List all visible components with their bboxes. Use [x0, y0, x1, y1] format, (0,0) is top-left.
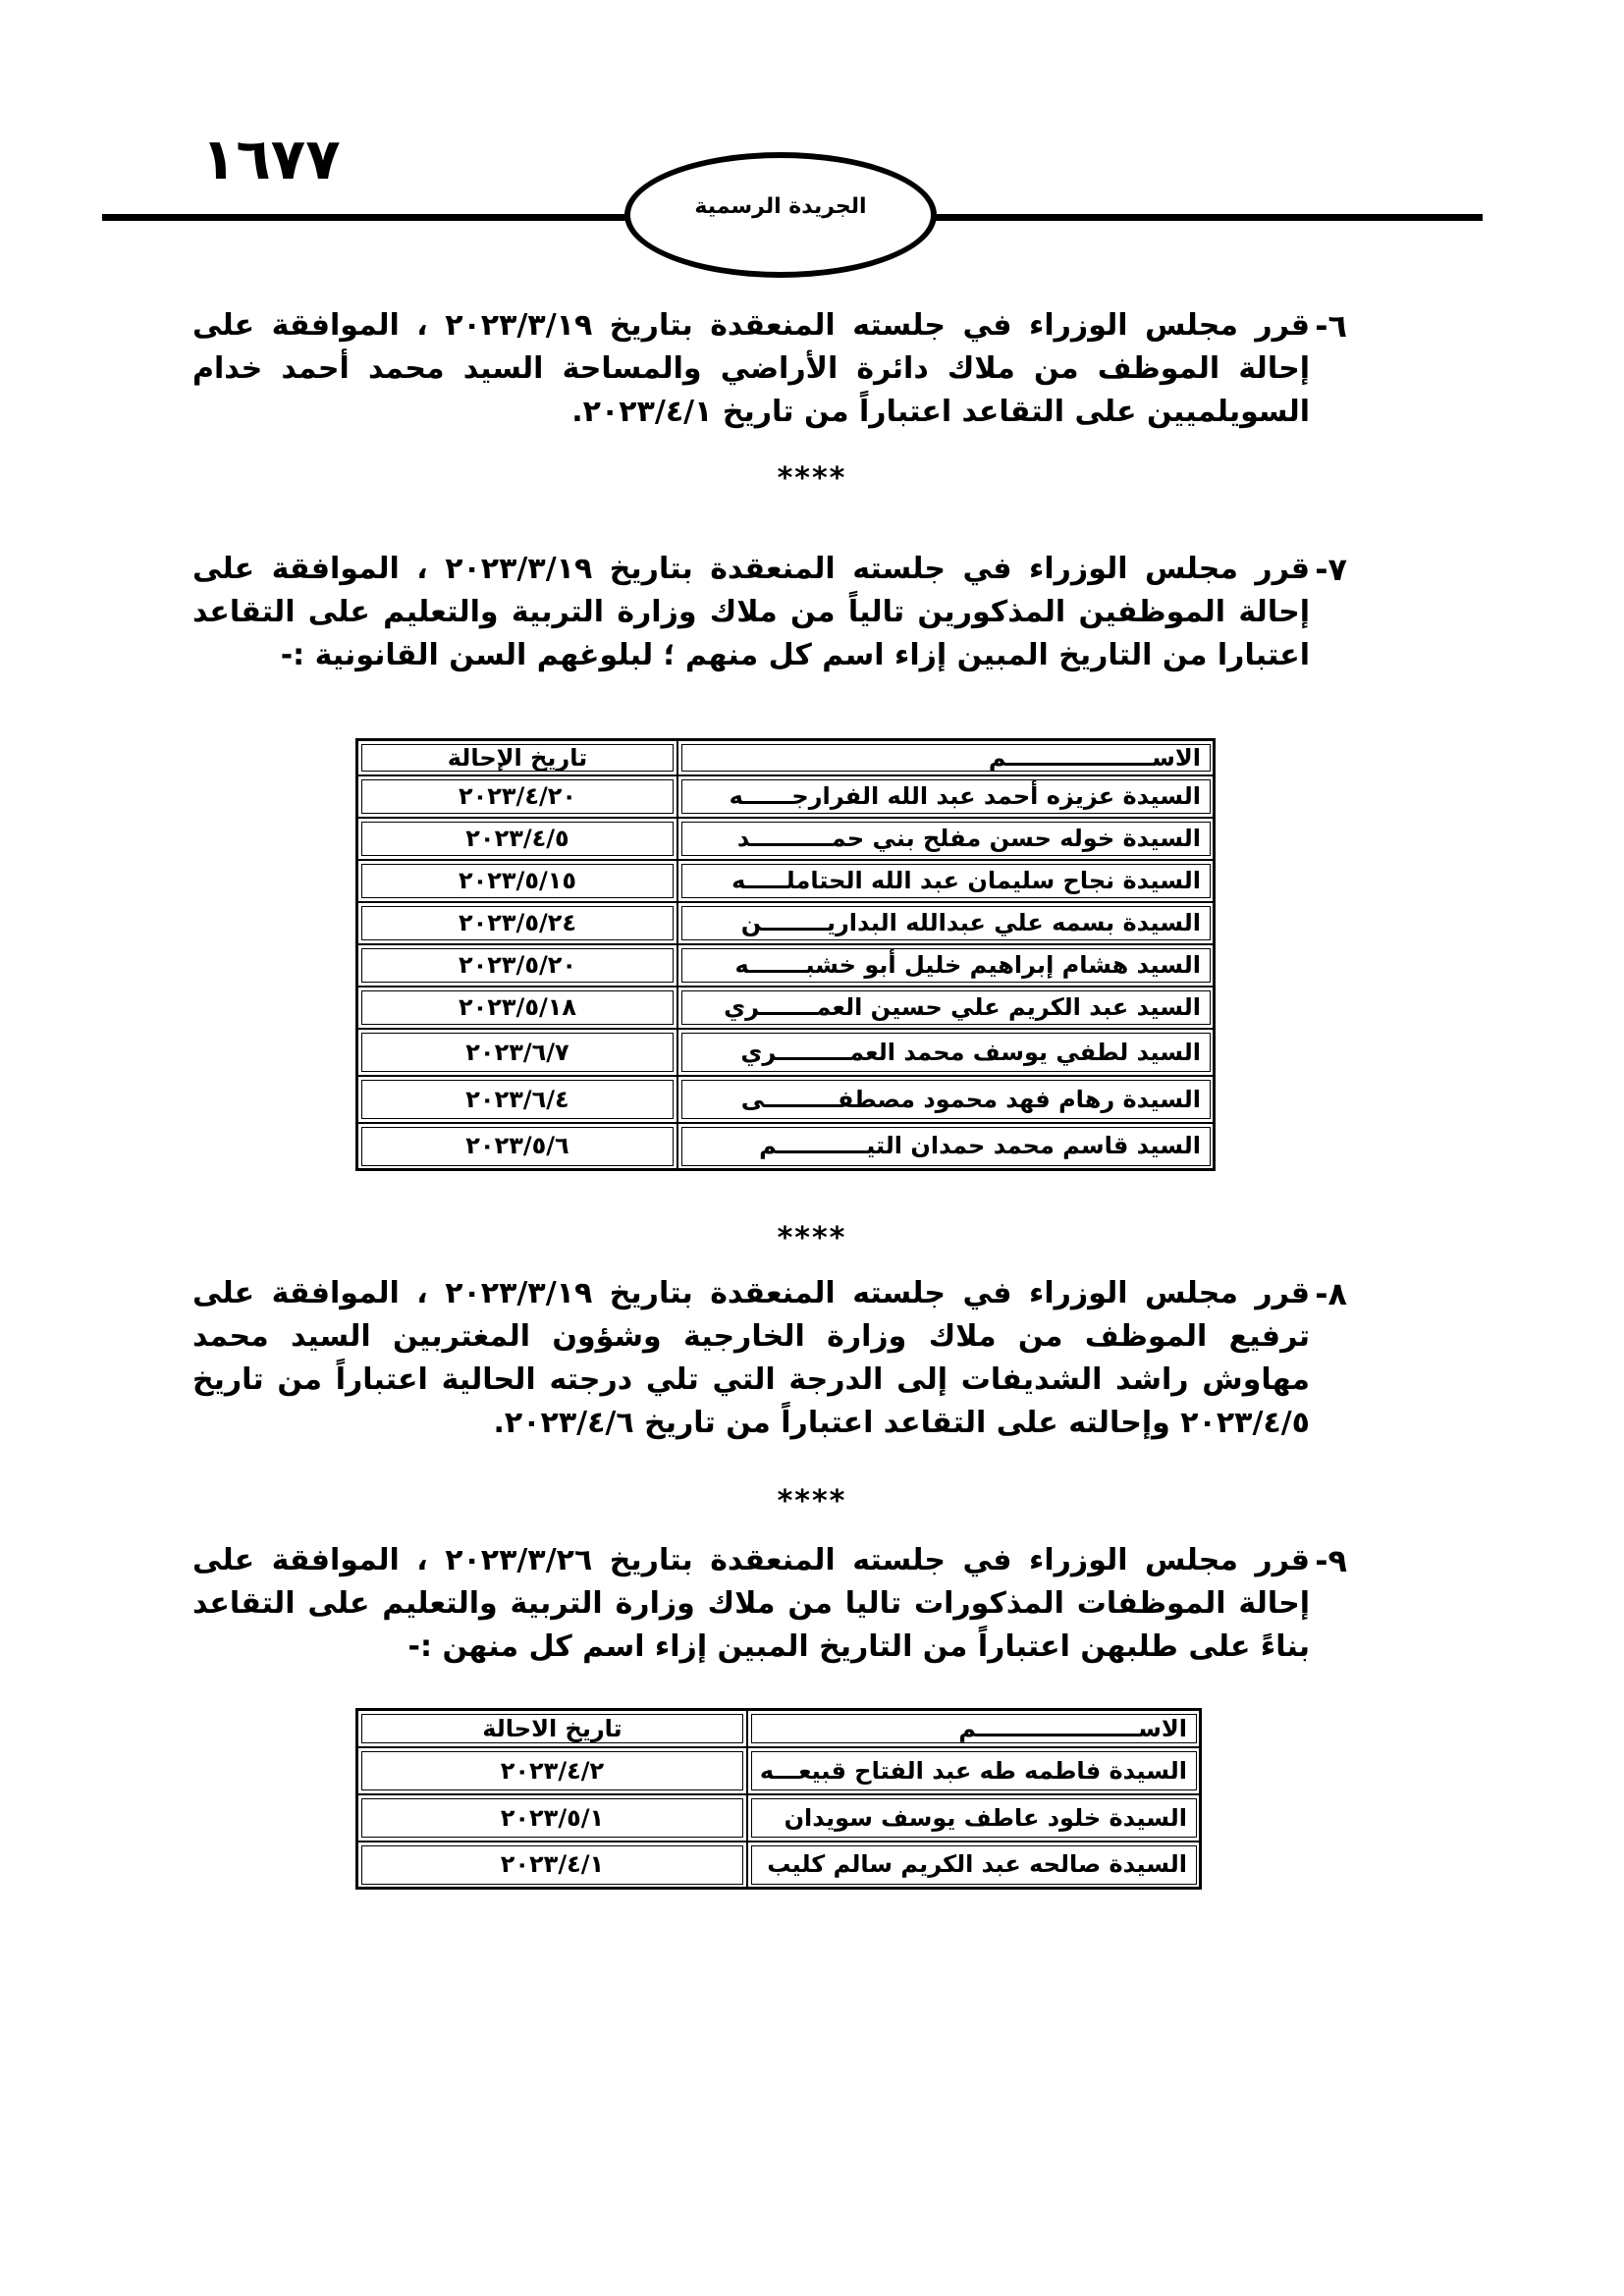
separator: **** — [777, 1221, 847, 1255]
column-header-date: تاريخ الاحالة — [357, 1710, 747, 1747]
table-row — [357, 1076, 1215, 1123]
employee-name: السيد قاسم محمد حمدان التيـــــــــــم — [677, 1123, 1215, 1170]
employee-name: السيد هشام إبراهيم خليل أبو خشبـــــــه — [677, 944, 1215, 987]
employee-name: السيدة صالحه عبد الكريم سالم كليب — [747, 1842, 1201, 1889]
column-header-name: الاســــــــــــــــــــم — [747, 1710, 1201, 1747]
table-row — [357, 1842, 1201, 1889]
table-row — [357, 860, 1215, 902]
decision-number: ٦- — [1315, 307, 1347, 345]
decision-text: قرر مجلس الوزراء في جلسته المنعقدة بتاريخ ٢٠٢٣/٣/١٩ ، الموافقة على إحالة الموظف من ملاك دائرة الأراضي والمساحة السيد محمد أحمد خدام السويلميين على التقاعد اعتباراً من تاريخ ٢٠٢٣/٤/١. — [192, 308, 1310, 429]
decision-number: ٧- — [1315, 551, 1347, 588]
retirement-date: ٢٠٢٣/٥/١٥ — [357, 860, 678, 902]
employee-name: السيدة بسمه علي عبدالله البداريــــــــن — [677, 902, 1215, 944]
employee-name: السيدة خوله حسن مفلح بني حمــــــــــد — [677, 818, 1215, 860]
retirement-date: ٢٠٢٣/٤/٥ — [357, 818, 678, 860]
table-row — [357, 944, 1215, 987]
separator: **** — [777, 461, 847, 496]
retirement-date: ٢٠٢٣/٤/٢ — [357, 1747, 747, 1794]
table-header-row — [357, 1710, 1201, 1747]
retirement-date: ٢٠٢٣/٥/٢٤ — [357, 902, 678, 944]
separator: **** — [777, 1484, 847, 1519]
page-number: ١٦٧٧ — [201, 126, 341, 192]
decision-9 — [192, 1539, 1347, 1669]
retirement-date: ٢٠٢٣/٤/٢٠ — [357, 775, 678, 818]
table-header-row — [357, 740, 1215, 775]
decision-text: قرر مجلس الوزراء في جلسته المنعقدة بتاريخ ٢٠٢٣/٣/٢٦ ، الموافقة على إحالة الموظفات المذكورات تاليا من ملاك وزارة التربية والتعليم على التقاعد بناءً على طلبهن اعتباراً من التاريخ المبين إزاء اسم كل منهن :- — [192, 1543, 1310, 1664]
employee-name: السيدة نجاح سليمان عبد الله الحتاملـــــه — [677, 860, 1215, 902]
table-row — [357, 987, 1215, 1029]
table-row — [357, 775, 1215, 818]
table-row — [357, 902, 1215, 944]
employee-name: السيدة رهام فهد محمود مصطفـــــــــى — [677, 1076, 1215, 1123]
decision-text: قرر مجلس الوزراء في جلسته المنعقدة بتاريخ ٢٠٢٣/٣/١٩ ، الموافقة على ترفيع الموظف من ملاك وزارة الخارجية وشؤون المغتربين السيد محمد مهاوش راشد الشديفات إلى الدرجة التي تلي درجته الحالية اعتباراً من تاريخ ٢٠٢٣/٤/٥ وإحالته على التقاعد اعتباراً من تاريخ ٢٠٢٣/٤/٦. — [192, 1276, 1310, 1440]
retirement-date: ٢٠٢٣/٥/١ — [357, 1794, 747, 1842]
decision-number: ٨- — [1315, 1275, 1347, 1312]
decision-text: قرر مجلس الوزراء في جلسته المنعقدة بتاريخ ٢٠٢٣/٣/١٩ ، الموافقة على إحالة الموظفين المذكورين تالياً من ملاك وزارة التربية والتعليم على التقاعد اعتبارا من التاريخ المبين إزاء اسم كل منهم ؛ لبلوغهم السن القانونية :- — [192, 552, 1310, 672]
retirement-table-2 — [355, 1708, 1202, 1890]
retirement-date: ٢٠٢٣/٥/١٨ — [357, 987, 678, 1029]
decision-7 — [192, 548, 1347, 677]
decision-6 — [192, 304, 1347, 434]
column-header-name: الاســــــــــــــــــم — [677, 740, 1215, 775]
employee-name: السيد عبد الكريم علي حسين العمـــــــري — [677, 987, 1215, 1029]
retirement-table-1 — [355, 738, 1216, 1171]
employee-name: السيدة عزيزه أحمد عبد الله الفرارجــــــه — [677, 775, 1215, 818]
retirement-date: ٢٠٢٣/٥/٢٠ — [357, 944, 678, 987]
column-header-date: تاريخ الإحالة — [357, 740, 678, 775]
gazette-title-oval — [624, 152, 937, 278]
retirement-date: ٢٠٢٣/٦/٧ — [357, 1029, 678, 1076]
table-row — [357, 1794, 1201, 1842]
table-row — [357, 1029, 1215, 1076]
decision-8 — [192, 1272, 1347, 1445]
gazette-title: الجريدة الرسمية — [694, 193, 867, 219]
table-row — [357, 1123, 1215, 1170]
retirement-date: ٢٠٢٣/٥/٦ — [357, 1123, 678, 1170]
retirement-date: ٢٠٢٣/٦/٤ — [357, 1076, 678, 1123]
employee-name: السيدة خلود عاطف يوسف سويدان — [747, 1794, 1201, 1842]
table-row — [357, 1747, 1201, 1794]
retirement-date: ٢٠٢٣/٤/١ — [357, 1842, 747, 1889]
decision-number: ٩- — [1315, 1542, 1347, 1579]
table-row — [357, 818, 1215, 860]
employee-name: السيد لطفي يوسف محمد العمـــــــــري — [677, 1029, 1215, 1076]
employee-name: السيدة فاطمه طه عبد الفتاح قبيعـــه — [747, 1747, 1201, 1794]
